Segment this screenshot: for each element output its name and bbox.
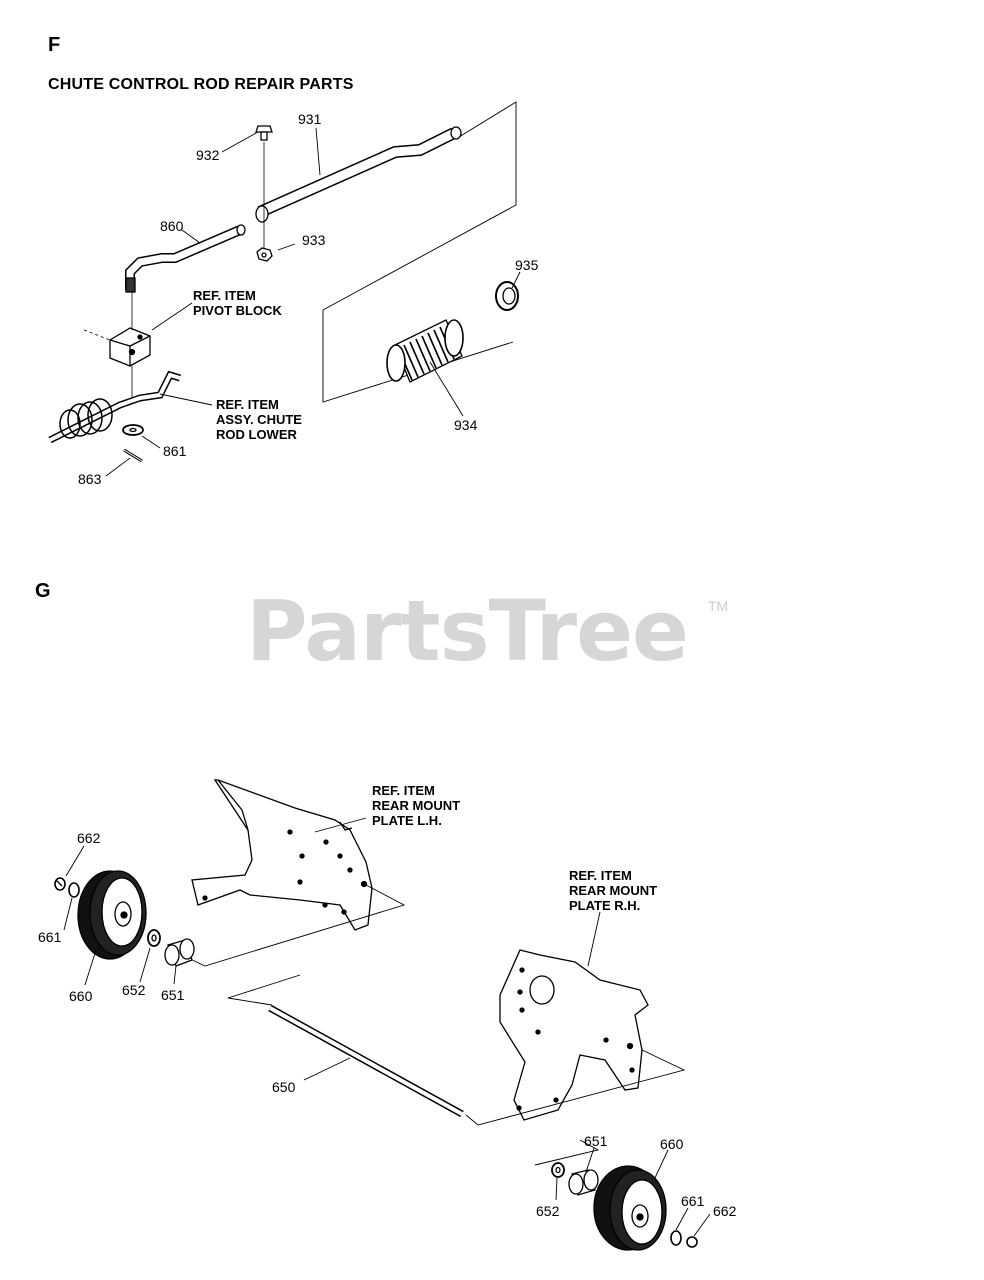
rear-mount-plate-rh	[500, 950, 648, 1120]
ref-rear-mount-plate-lh: REF. ITEM REAR MOUNT PLATE L.H.	[372, 783, 461, 828]
label-933: 933	[302, 232, 326, 248]
label-935: 935	[515, 257, 539, 273]
label-652-left: 652	[122, 982, 146, 998]
label-652-right: 652	[536, 1203, 560, 1219]
rear-mount-plate-lh	[192, 780, 372, 930]
label-861: 861	[163, 443, 187, 459]
ref-rear-mount-plate-rh: REF. ITEM REAR MOUNT PLATE R.H.	[569, 868, 658, 913]
section-f-title: CHUTE CONTROL ROD REPAIR PARTS	[48, 76, 354, 93]
label-661-left: 661	[38, 929, 62, 945]
clip-662-left	[55, 878, 65, 890]
trademark-mark: TM	[708, 598, 729, 614]
label-932: 932	[196, 147, 220, 163]
wheel-660-left	[78, 871, 146, 959]
axle-650	[270, 1008, 462, 1114]
section-g-letter: G	[35, 580, 51, 602]
label-650: 650	[272, 1079, 296, 1095]
label-651-left: 651	[161, 987, 185, 1003]
wheel-660-right	[594, 1166, 666, 1250]
label-863: 863	[78, 471, 102, 487]
washer-652-right	[552, 1163, 564, 1177]
label-662-left: 662	[77, 830, 101, 846]
label-660-right: 660	[660, 1136, 684, 1152]
label-662-right: 662	[713, 1203, 737, 1219]
ref-chute-rod-lower: REF. ITEM ASSY. CHUTE ROD LOWER	[216, 397, 302, 442]
section-f-letter: F	[48, 34, 61, 56]
label-651-right: 651	[584, 1133, 608, 1149]
label-931: 931	[298, 111, 322, 127]
clip-662-right	[687, 1237, 697, 1247]
label-860: 860	[160, 218, 184, 234]
spacer-651-right	[569, 1170, 598, 1195]
partstree-watermark: PartsTree	[246, 582, 689, 680]
spacer-651-left	[165, 939, 194, 966]
washer-661-right	[671, 1231, 681, 1245]
label-661-right: 661	[681, 1193, 705, 1209]
ref-pivot-block: REF. ITEM PIVOT BLOCK	[193, 288, 282, 318]
washer-661-left	[69, 883, 79, 897]
label-934: 934	[454, 417, 478, 433]
label-660-left: 660	[69, 988, 93, 1004]
washer-652-left	[148, 930, 160, 946]
